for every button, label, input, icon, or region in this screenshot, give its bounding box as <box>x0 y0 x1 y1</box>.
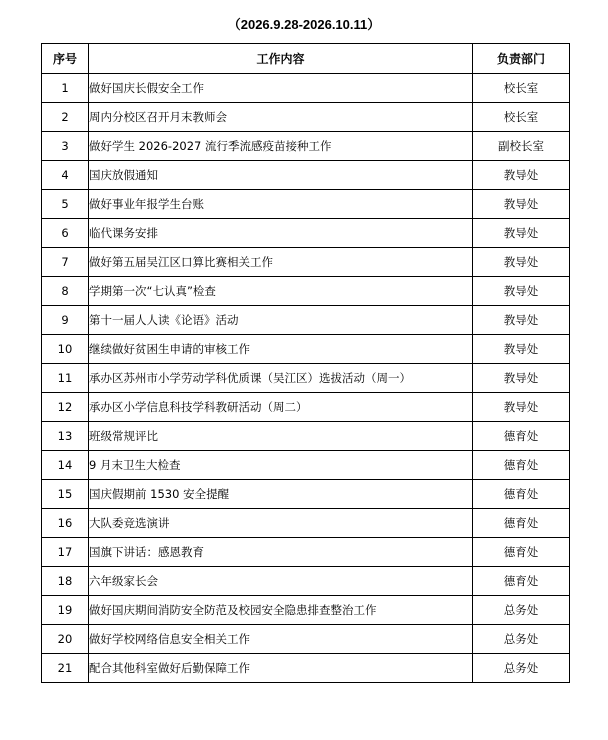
row-number: 20 <box>42 625 89 654</box>
table-row <box>42 509 570 538</box>
work-schedule-table <box>41 43 570 683</box>
row-number: 4 <box>42 161 89 190</box>
table-row <box>42 103 570 132</box>
row-number: 7 <box>42 248 89 277</box>
row-content: 六年级家长会 <box>89 567 473 596</box>
row-content: 继续做好贫困生申请的审核工作 <box>89 335 473 364</box>
table-row <box>42 596 570 625</box>
row-content: 配合其他科室做好后勤保障工作 <box>89 654 473 683</box>
row-department: 教导处 <box>473 277 570 306</box>
row-department: 教导处 <box>473 248 570 277</box>
row-content: 学期第一次“七认真”检查 <box>89 277 473 306</box>
row-content: 承办区苏州市小学劳动学科优质课（吴江区）选拔活动（周一） <box>89 364 473 393</box>
row-number: 12 <box>42 393 89 422</box>
row-department: 总务处 <box>473 654 570 683</box>
row-department: 副校长室 <box>473 132 570 161</box>
table-row <box>42 248 570 277</box>
table-row <box>42 654 570 683</box>
table-row <box>42 74 570 103</box>
row-number: 17 <box>42 538 89 567</box>
row-number: 5 <box>42 190 89 219</box>
row-number: 15 <box>42 480 89 509</box>
header-no: 序号 <box>42 44 89 74</box>
row-department: 德育处 <box>473 451 570 480</box>
row-content: 班级常规评比 <box>89 422 473 451</box>
row-content: 做好学校网络信息安全相关工作 <box>89 625 473 654</box>
row-number: 3 <box>42 132 89 161</box>
row-number: 1 <box>42 74 89 103</box>
table-row <box>42 422 570 451</box>
row-department: 德育处 <box>473 509 570 538</box>
table-row <box>42 480 570 509</box>
row-department: 教导处 <box>473 364 570 393</box>
row-number: 16 <box>42 509 89 538</box>
row-number: 21 <box>42 654 89 683</box>
table-row <box>42 219 570 248</box>
row-department: 教导处 <box>473 161 570 190</box>
row-content: 做好国庆期间消防安全防范及校园安全隐患排查整治工作 <box>89 596 473 625</box>
row-number: 6 <box>42 219 89 248</box>
row-content: 大队委竞选演讲 <box>89 509 473 538</box>
row-department: 德育处 <box>473 480 570 509</box>
row-department: 教导处 <box>473 219 570 248</box>
row-content: 国庆假期前 1530 安全提醒 <box>89 480 473 509</box>
table-row <box>42 451 570 480</box>
row-department: 德育处 <box>473 567 570 596</box>
row-department: 校长室 <box>473 103 570 132</box>
row-content: 9 月末卫生大检查 <box>89 451 473 480</box>
row-department: 教导处 <box>473 190 570 219</box>
page-title: （2026.9.28-2026.10.11） <box>227 17 381 32</box>
row-department: 校长室 <box>473 74 570 103</box>
row-department: 德育处 <box>473 422 570 451</box>
row-department: 德育处 <box>473 538 570 567</box>
row-content: 临代课务安排 <box>89 219 473 248</box>
row-content: 周内分校区召开月末教师会 <box>89 103 473 132</box>
row-number: 9 <box>42 306 89 335</box>
table-row <box>42 335 570 364</box>
table-row <box>42 161 570 190</box>
row-department: 教导处 <box>473 393 570 422</box>
table-row <box>42 277 570 306</box>
row-content: 第十一届人人读《论语》活动 <box>89 306 473 335</box>
table-row <box>42 393 570 422</box>
row-number: 11 <box>42 364 89 393</box>
row-number: 8 <box>42 277 89 306</box>
table-row <box>42 567 570 596</box>
row-number: 19 <box>42 596 89 625</box>
row-content: 做好学生 2026-2027 流行季流感疫苗接种工作 <box>89 132 473 161</box>
table-row <box>42 538 570 567</box>
row-number: 14 <box>42 451 89 480</box>
row-content: 国旗下讲话：感恩教育 <box>89 538 473 567</box>
row-content: 国庆放假通知 <box>89 161 473 190</box>
table-row <box>42 190 570 219</box>
row-department: 教导处 <box>473 335 570 364</box>
row-department: 教导处 <box>473 306 570 335</box>
row-number: 18 <box>42 567 89 596</box>
table-row <box>42 364 570 393</box>
row-content: 承办区小学信息科技学科教研活动（周二） <box>89 393 473 422</box>
row-content: 做好事业年报学生台账 <box>89 190 473 219</box>
row-number: 2 <box>42 103 89 132</box>
header-content: 工作内容 <box>89 44 473 74</box>
row-number: 13 <box>42 422 89 451</box>
table-row <box>42 132 570 161</box>
row-department: 总务处 <box>473 625 570 654</box>
table-row <box>42 625 570 654</box>
row-number: 10 <box>42 335 89 364</box>
header-dept: 负责部门 <box>473 44 570 74</box>
row-content: 做好国庆长假安全工作 <box>89 74 473 103</box>
table-row <box>42 306 570 335</box>
row-department: 总务处 <box>473 596 570 625</box>
table-header-row <box>42 44 570 74</box>
row-content: 做好第五届吴江区口算比赛相关工作 <box>89 248 473 277</box>
